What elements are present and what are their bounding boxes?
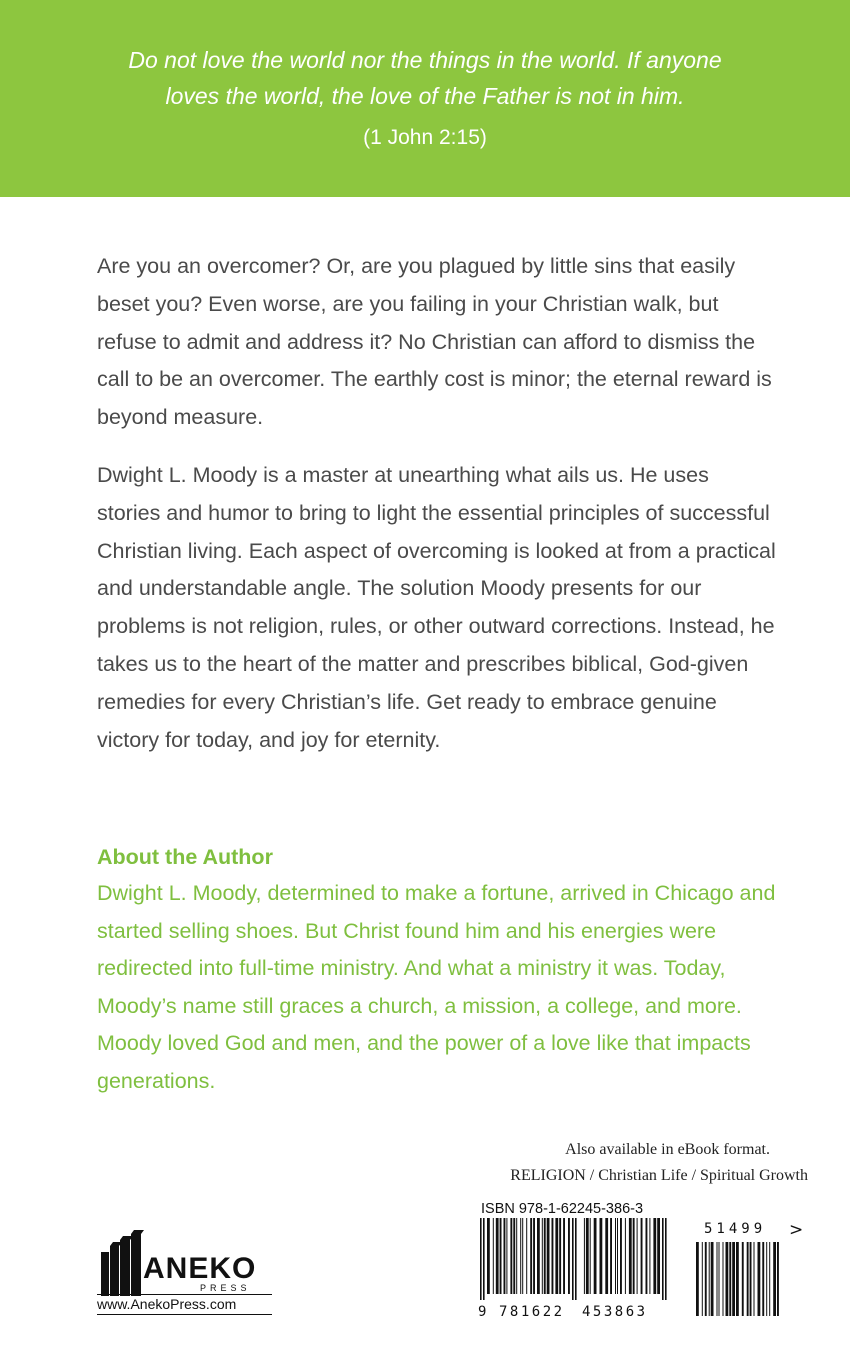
addon-bar (769, 1242, 770, 1316)
barcode-guard-bar (572, 1218, 574, 1300)
barcode-guard-bar (575, 1218, 577, 1300)
barcode-bar (552, 1218, 554, 1294)
quote-banner (0, 0, 850, 197)
barcode-bar (506, 1218, 507, 1294)
barcode-bar (520, 1218, 521, 1294)
barcode-bar (590, 1218, 591, 1294)
barcode-bar (615, 1218, 616, 1294)
barcode-bar (584, 1218, 585, 1294)
addon-bar (717, 1242, 718, 1316)
barcode-bar (530, 1218, 532, 1294)
barcode-guard-bar (662, 1218, 664, 1300)
barcode-bar (653, 1218, 656, 1294)
barcode-bar (500, 1218, 502, 1294)
barcode-bar (629, 1218, 632, 1294)
scripture-quote (0, 42, 850, 114)
price-addon-barcode (694, 1226, 784, 1318)
logo-wordmark: ANEKO (143, 1252, 257, 1285)
addon-bar (726, 1242, 729, 1316)
barcode-bar (646, 1218, 648, 1294)
addon-bar (773, 1242, 776, 1316)
addon-bar (711, 1242, 714, 1316)
barcode-bar (633, 1218, 635, 1294)
isbn-barcode (476, 1218, 676, 1300)
barcode-bar (559, 1218, 561, 1294)
barcode-bar (617, 1218, 618, 1294)
logo-subtext: PRESS (200, 1283, 251, 1293)
ebook-availability: Also available in eBook format. (565, 1141, 770, 1158)
addon-bar (719, 1242, 720, 1316)
barcode-bar (657, 1218, 660, 1294)
addon-bar (762, 1242, 764, 1316)
logo-rule (97, 1294, 272, 1295)
barcode-bar (649, 1218, 650, 1294)
addon-bar (732, 1242, 735, 1316)
description-paragraph-2: Dwight L. Moody is a master at unearthing what ails us. He uses stories and humor to bring to light the essential principles of successful Christian living. Each aspect of overcoming is looked at from a practical and understandable angle. The solution Moody presents for our problems is not religion, rules, or other outward corrections. Instead, he takes us to the heart of the matter and prescribes biblical, God-given remedies for every Christian’s life. Get ready to embrace genuine victory for today, and joy for eternity. (97, 463, 776, 752)
addon-bar (758, 1242, 761, 1316)
barcode-bar (544, 1218, 546, 1294)
addon-bar (729, 1242, 731, 1316)
barcode-bar (637, 1218, 638, 1294)
barcode-bar (496, 1218, 499, 1294)
barcode-guard-bar (483, 1218, 485, 1300)
addon-bar (747, 1242, 749, 1316)
barcode-bar (522, 1218, 523, 1294)
barcode-bar (516, 1218, 517, 1294)
barcode-bar (586, 1218, 589, 1294)
addon-bar (754, 1242, 755, 1316)
addon-bar (723, 1242, 724, 1316)
addon-bar (705, 1242, 707, 1316)
barcode-bar (620, 1218, 622, 1294)
addon-bar (702, 1242, 703, 1316)
barcode-bar (605, 1218, 608, 1294)
barcode-guard-bar (665, 1218, 667, 1300)
addon-bar (750, 1242, 752, 1316)
bisac-category: RELIGION / Christian Life / Spiritual Growth (510, 1167, 808, 1184)
publisher-url: www.AnekoPress.com (97, 1296, 272, 1315)
barcode-bar (510, 1218, 512, 1294)
barcode-bar (526, 1218, 527, 1294)
addon-bar (766, 1242, 767, 1316)
barcode-right-digits: 453863 (582, 1304, 648, 1320)
barcode-bar (504, 1218, 506, 1294)
addon-digits: 51499 (704, 1221, 767, 1237)
about-author-heading: About the Author (97, 845, 273, 869)
barcode-lead-digit: 9 (478, 1304, 489, 1320)
addon-bar (696, 1242, 699, 1316)
quote-line-1: Do not love the world nor the things in the world. If anyone (128, 47, 722, 73)
barcode-bar (537, 1218, 540, 1294)
barcode-bar (533, 1218, 535, 1294)
addon-bar (777, 1242, 779, 1316)
addon-bar (709, 1242, 710, 1316)
addon-bar (742, 1242, 744, 1316)
barcode-bar (563, 1218, 565, 1294)
barcode-left-digits: 781622 (499, 1304, 565, 1320)
quote-line-2: loves the world, the love of the Father is not in him. (165, 83, 685, 109)
barcode-bar (555, 1218, 558, 1294)
isbn-label: ISBN 978-1-62245-386-3 (481, 1201, 644, 1217)
barcode-bar (625, 1218, 626, 1294)
description-paragraph-1: Are you an overcomer? Or, are you plagued by little sins that easily beset you? Even worse, are you failing in your Christian walk, but refuse to admit and address it? No Christian can afford to dismiss the call to be an overcomer. The earthly cost is minor; the eternal reward is beyond measure. (97, 254, 772, 430)
barcode-bar (610, 1218, 612, 1294)
barcode-bar (600, 1218, 603, 1294)
barcode-bar (568, 1218, 570, 1294)
barcode-bar (547, 1218, 550, 1294)
scripture-reference: (1 John 2:15) (363, 126, 487, 149)
about-author-text: Dwight L. Moody, determined to make a fortune, arrived in Chicago and started selling shoes. But Christ found him and his energies were redirected into full-time ministry. And what a ministry it was. Today, Moody’s name still graces a church, a mission, a college, and more. Moody loved God and men, and the power of a love like that impacts generations. (97, 881, 776, 1093)
barcode-bar (542, 1218, 543, 1294)
addon-arrow: > (789, 1220, 804, 1240)
barcode-bar (594, 1218, 597, 1294)
barcode-bar (487, 1218, 490, 1294)
barcode-bar (493, 1218, 494, 1294)
barcode-guard-bar (480, 1218, 482, 1300)
addon-bar (736, 1242, 739, 1316)
barcode-bar (513, 1218, 515, 1294)
book-stack-icon (101, 1230, 144, 1296)
barcode-bar (641, 1218, 643, 1294)
